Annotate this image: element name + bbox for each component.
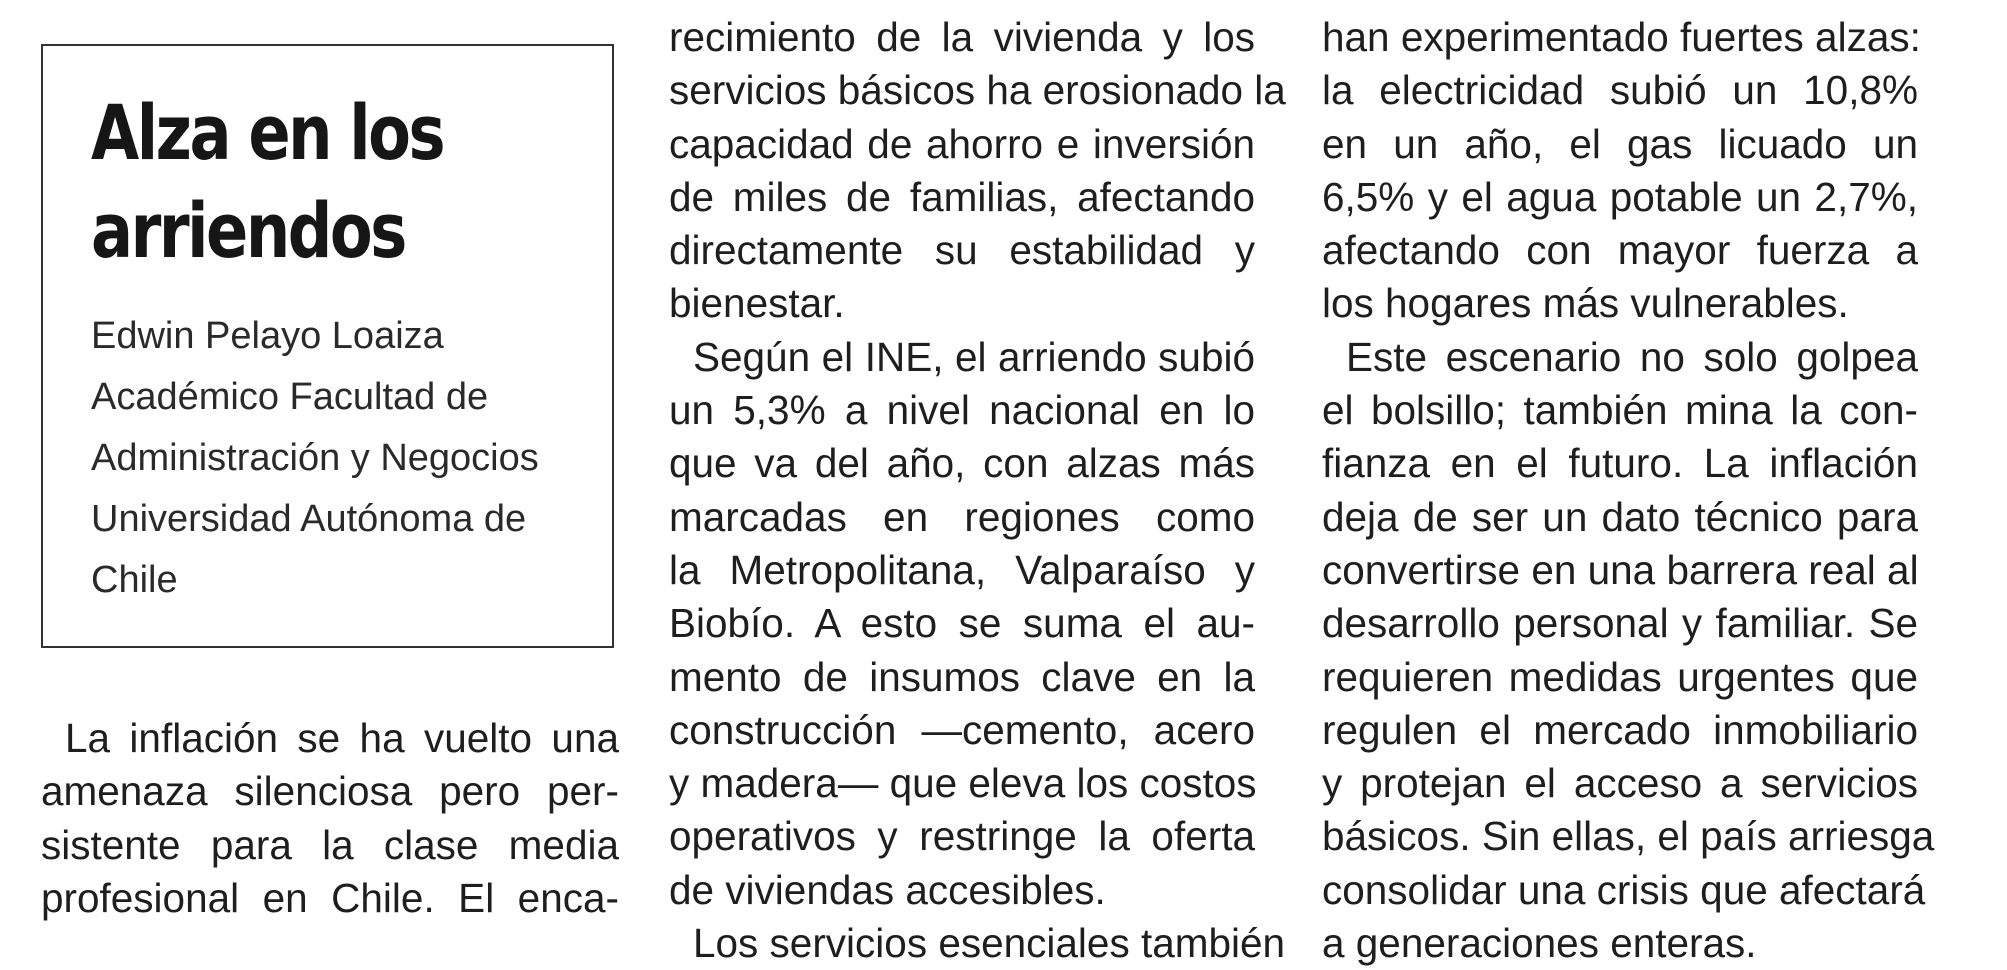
- col3-lines-line: convertirse en una barrera real al: [1322, 546, 1919, 593]
- col2-lines-line: la Metropolitana, Valparaíso y: [669, 546, 1255, 593]
- col2-lines-line: un 5,3% a nivel nacional en lo: [669, 387, 1255, 434]
- col3-lines-line: desarrollo personal y familiar. Se: [1322, 600, 1918, 647]
- col1-lines-line: amenaza silenciosa pero per-: [41, 768, 619, 815]
- col2-lines-line: directamente su estabilidad y: [669, 227, 1255, 274]
- col2-lines-line: y madera— que eleva los costos: [669, 760, 1257, 807]
- author-role-line-3: Universidad Autónoma de: [91, 498, 527, 540]
- col3-lines-line: requieren medidas urgentes que: [1322, 653, 1918, 700]
- author-role-line-4: Chile: [91, 559, 178, 601]
- author-name: Edwin Pelayo Loaiza: [91, 315, 444, 357]
- col3-lines-line: Este escenario no solo golpea: [1346, 333, 1918, 380]
- col2-lines-line: operativos y restringe la oferta: [669, 813, 1255, 860]
- col2-lines-line: de miles de familias, afectando: [669, 173, 1255, 220]
- col2-lines-line: Los servicios esenciales también: [693, 920, 1286, 967]
- headline-line-2: arriendos: [91, 186, 405, 275]
- col3-lines-line: consolidar una crisis que afectará: [1322, 866, 1926, 913]
- byline: [91, 306, 591, 611]
- col2-lines-line: capacidad de ahorro e inversión: [669, 120, 1255, 167]
- author-role-line-1: Académico Facultad de: [91, 376, 489, 418]
- col2-lines-line: que va del año, con alzas más: [669, 440, 1255, 487]
- col3-lines-line: básicos. Sin ellas, el país arriesga: [1322, 813, 1935, 860]
- col2-lines-line: mento de insumos clave en la: [669, 653, 1255, 700]
- col3-lines-line: deja de ser un dato técnico para: [1322, 493, 1918, 540]
- col3-lines-line: y protejan el acceso a servicios: [1322, 760, 1918, 807]
- col2-lines-line: de viviendas accesibles.: [669, 866, 1106, 913]
- title-box: [41, 44, 614, 648]
- col3-lines-line: han experimentado fuertes alzas:: [1322, 14, 1921, 60]
- article-column-3: [1322, 11, 1935, 970]
- article-column-1: [41, 712, 619, 925]
- col1-lines-line: profesional en Chile. El enca-: [41, 874, 619, 921]
- col2-lines-line: recimiento de la vivienda y los: [669, 14, 1255, 60]
- col2-lines-line: Biobío. A esto se suma el au-: [669, 600, 1255, 647]
- article-column-2: [669, 11, 1286, 970]
- headline: [91, 84, 550, 280]
- col2-lines-line: servicios básicos ha erosionado la: [669, 67, 1286, 114]
- author-role-line-2: Administración y Negocios: [91, 437, 539, 479]
- col3-lines-line: fianza en el futuro. La inflación: [1322, 440, 1918, 487]
- col3-lines-line: 6,5% y el agua potable un 2,7%,: [1322, 173, 1918, 220]
- col3-lines-line: afectando con mayor fuerza a: [1322, 227, 1918, 274]
- col1-lines-line: sistente para la clase media: [41, 821, 619, 868]
- col3-lines-line: en un año, el gas licuado un: [1322, 120, 1918, 167]
- col3-lines-line: a generaciones enteras.: [1322, 920, 1757, 967]
- col2-lines-line: marcadas en regiones como: [669, 493, 1255, 540]
- col3-lines-line: los hogares más vulnerables.: [1322, 280, 1849, 327]
- col1-lines-line: La inflación se ha vuelto una: [65, 715, 619, 761]
- col2-lines-line: construcción —cemento, acero: [669, 706, 1255, 753]
- col3-lines-line: regulen el mercado inmobiliario: [1322, 706, 1918, 753]
- col2-lines-line: Según el INE, el arriendo subió: [693, 333, 1255, 380]
- col3-lines-line: la electricidad subió un 10,8%: [1322, 67, 1918, 114]
- headline-line-1: Alza en los: [91, 88, 444, 177]
- col2-lines-line: bienestar.: [669, 280, 845, 327]
- col3-lines-line: el bolsillo; también mina la con-: [1322, 387, 1918, 434]
